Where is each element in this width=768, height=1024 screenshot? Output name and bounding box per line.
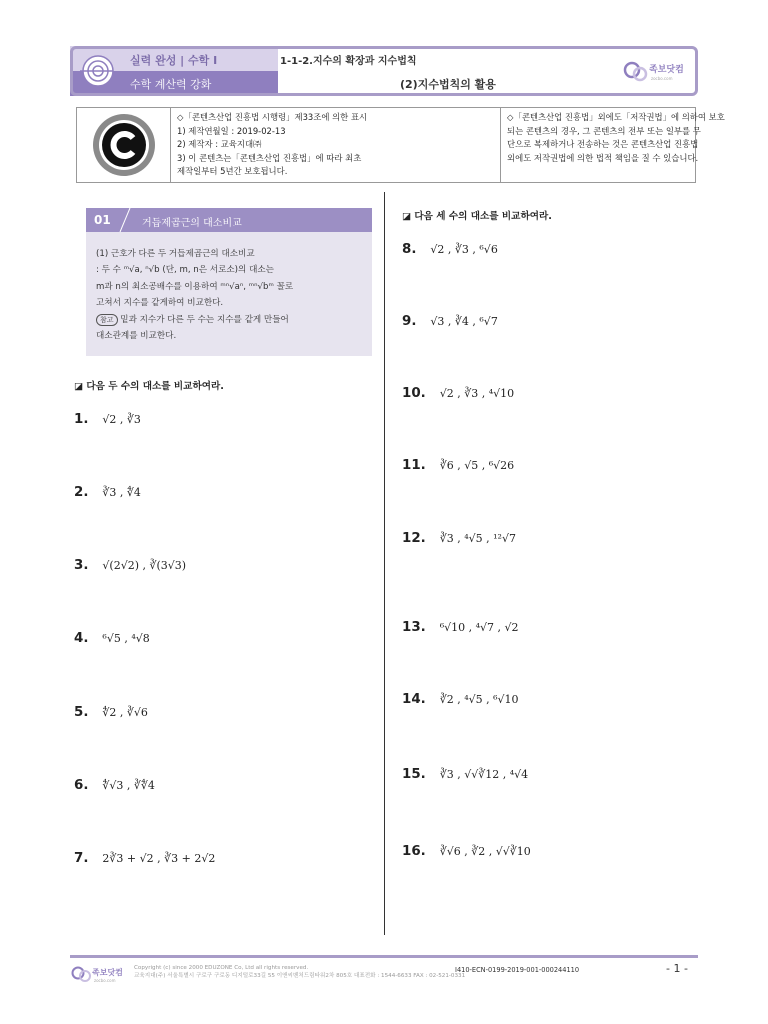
- concept-box: [86, 208, 372, 356]
- concept-line: 고쳐서 지수를 같게하여 비교한다.: [96, 298, 224, 309]
- document-code: I410-ECN-0199-2019-001-000244110: [455, 966, 580, 974]
- legal-line: 2) 제작자 : 교육지대㈜: [177, 139, 262, 150]
- problem: 10. √2 , ∛3 , ⁴√10: [402, 386, 515, 401]
- copyright-icon: [77, 108, 171, 182]
- brand-sub: zocbo.com: [651, 76, 673, 81]
- problem: 15. ∛3 , √√∛12 , ⁴√4: [402, 767, 529, 782]
- problem: 6. ∜√3 , ∛∜4: [74, 778, 155, 793]
- concept-note: 참고 밑과 지수가 다른 두 수는 지수를 같게 만들어: [96, 312, 366, 328]
- header-title: (2)지수법칙의 활용: [400, 78, 496, 91]
- header-topic: 1-1-2.지수의 확장과 지수법칙: [280, 56, 417, 67]
- legal-line: ◇「콘텐츠산업 진흥법 시행령」제33조에 의한 표시: [177, 112, 368, 122]
- legal-line: 3) 이 콘텐츠는「콘텐츠산업 진흥법」에 따라 최초: [177, 152, 362, 163]
- problem: 14. ∛2 , ⁴√5 , ⁶√10: [402, 692, 519, 707]
- problem: 1. √2 , ∛3: [74, 412, 141, 427]
- warning-line: 되는 콘텐츠의 경우, 그 콘텐츠의 전부 또는 일부를 무: [507, 125, 701, 136]
- right-instruction: ◪ 다음 세 수의 대소를 비교하여라.: [402, 211, 552, 222]
- footer-brand-sub: zocbo.com: [94, 978, 116, 983]
- problem: 9. √3 , ∛4 , ⁶√7: [402, 314, 498, 329]
- concept-line: : 두 수 ᵐ√a, ⁿ√b (단, m, n은 서로소)의 대소는: [96, 265, 274, 276]
- problem: 3. √(2√2) , ∛(3√3): [74, 558, 187, 573]
- footer-brand-logo: [70, 963, 126, 985]
- footer-rule: [70, 955, 698, 958]
- brand-name: 족보닷컴: [649, 65, 684, 75]
- legal-line: 제작일부터 5년간 보호됩니다.: [177, 166, 288, 177]
- header-category: 실력 완성 | 수학 I: [130, 54, 218, 67]
- concept-number: 01: [94, 213, 111, 227]
- problem: 5. ∜2 , ∛√6: [74, 705, 148, 720]
- copyright-box: [76, 107, 725, 183]
- warning-line: 단으로 복제하거나 전송하는 것은 콘텐츠산업 진흥법: [507, 139, 699, 150]
- problem: 11. ∛6 , √5 , ⁶√26: [402, 458, 515, 473]
- page-header: [70, 46, 698, 96]
- header-subtitle: 수학 계산력 강화: [130, 78, 212, 91]
- footer-brand-name: 족보닷컴: [92, 968, 123, 977]
- problem: 8. √2 , ∛3 , ⁶√6: [402, 242, 498, 257]
- warning-line: 외에도 저작권법에 의한 법적 책임을 질 수 있습니다.: [507, 152, 699, 163]
- column-divider: [384, 192, 385, 935]
- warning-line: ◇「콘텐츠산업 진흥법」외에도「저작권법」에 의하여 보호: [507, 112, 725, 122]
- page-number: - 1 -: [666, 962, 688, 975]
- copyright-legal-notice: [171, 108, 501, 182]
- copyright-warning: [501, 108, 725, 182]
- problem: 16. ∛√6 , ∛2 , √√∛10: [402, 844, 531, 859]
- concept-title: 거듭제곱근의 대소비교: [142, 218, 242, 229]
- copyright-symbol: [77, 108, 171, 182]
- concept-line: (1) 근호가 다른 두 거듭제곱근의 대소비교: [96, 249, 255, 259]
- note-tag: 참고: [96, 314, 118, 326]
- concept-line: m과 n의 최소공배수를 이용하여 ᵐⁿ√aⁿ, ᵐⁿ√bᵐ 꼴로: [96, 281, 294, 292]
- concept-header: [86, 208, 372, 232]
- problem: 13. ⁶√10 , ⁴√7 , √2: [402, 620, 519, 635]
- legal-line: 1) 제작연월일 : 2019-02-13: [177, 125, 286, 136]
- problem: 4. ⁶√5 , ⁴√8: [74, 631, 150, 646]
- concept-body: [96, 246, 366, 344]
- slash-divider-icon: [116, 208, 134, 232]
- footer-address-line: 교육지대(주) 서울특별시 구로구 구로동 디지털로33길 55 이앤씨벤처드림타워2차 805호 대표전화 : 1544-6633 FAX : 02-521-0331: [134, 973, 466, 979]
- footer-copyright: [134, 964, 465, 980]
- problem: 2. ∛3 , ∜4: [74, 485, 141, 500]
- problem: 7. 2∛3 + √2 , ∛3 + 2√2: [74, 851, 216, 866]
- footer-copyright-line: Copyright (c) since 2000 EDUZONE Co, Ltd all rights reserved.: [134, 965, 309, 971]
- left-instruction: ◪ 다음 두 수의 대소를 비교하여라.: [74, 381, 224, 392]
- header-frame: [70, 46, 698, 96]
- problem: 12. ∛3 , ⁴√5 , ¹²√7: [402, 531, 516, 546]
- concept-note-line: 대소관계를 비교한다.: [96, 331, 177, 342]
